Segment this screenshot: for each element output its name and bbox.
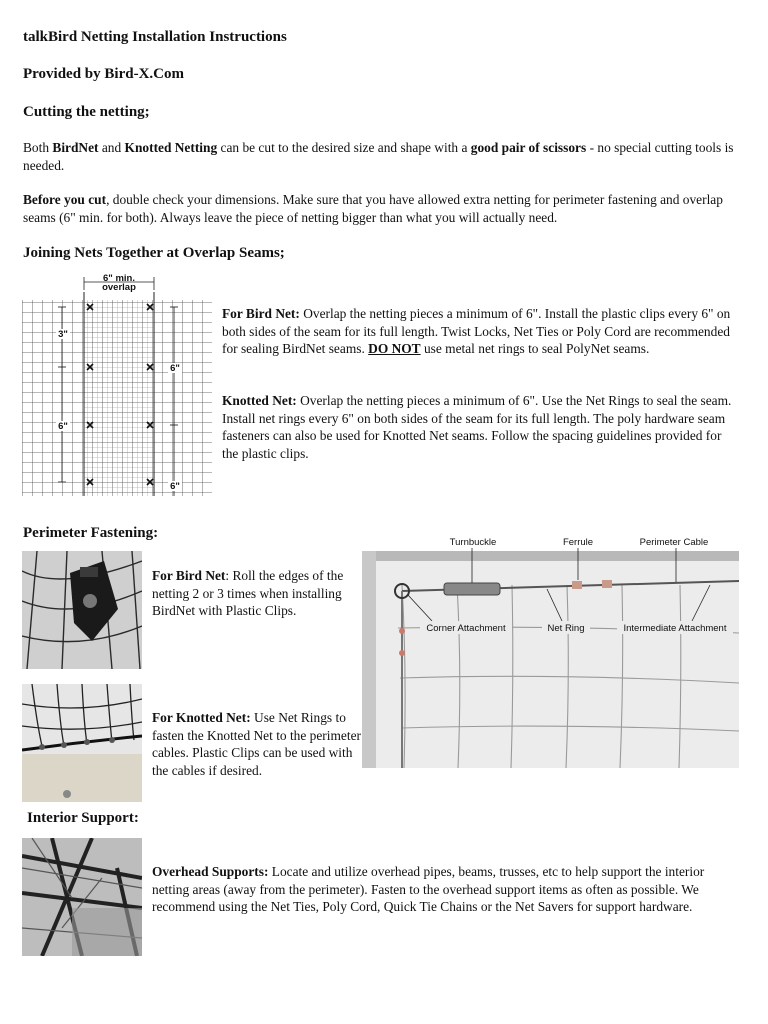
overlap-label-line2: overlap xyxy=(102,282,136,293)
dim-label-3in: 3" xyxy=(58,329,68,340)
callout-perimeter-cable: Perimeter Cable xyxy=(639,537,709,548)
callout-intermediate-attachment: Intermediate Attachment xyxy=(623,623,727,634)
joining-knotted-paragraph: Knotted Net: Overlap the netting pieces a minimum of 6". Use the Net Rings to seal the seam. Install net rings every 6" on both sides of the seam for its full length. The poly hardware seam fasteners can also be used for Knotted Net seams. Follow the spacing guidelines provided for the plastic clips. xyxy=(222,393,732,461)
joining-heading: Joining Nets Together at Overlap Seams; xyxy=(23,245,285,261)
perimeter-knotted-paragraph: For Knotted Net: Use Net Rings to fasten the Knotted Net to the perimeter cables. Plastic Clips can be used with the cables if desired. xyxy=(152,710,361,778)
joining-birdnet-paragraph: For Bird Net: Overlap the netting pieces a minimum of 6". Install the plastic clips every 6" on both sides of the seam for its full length. Twist Locks, Net Ties or Poly Cord are recommended for sealing BirdNet seams. DO NOT use metal net rings to seal PolyNet seams. xyxy=(222,306,731,356)
callout-ferrule: Ferrule xyxy=(562,537,594,548)
cutting-heading: Cutting the netting; xyxy=(23,104,150,120)
callout-corner-attachment: Corner Attachment xyxy=(426,623,506,634)
callout-turnbuckle: Turnbuckle xyxy=(449,537,497,548)
overhead-truss-photo xyxy=(22,838,142,956)
dim-label-6in-bottom: 6" xyxy=(170,481,180,492)
interior-heading: Interior Support: xyxy=(27,810,139,826)
plastic-clip-photo xyxy=(22,551,142,669)
dim-label-6in-right: 6" xyxy=(170,363,180,374)
perimeter-heading: Perimeter Fastening: xyxy=(23,525,159,541)
net-ring-photo xyxy=(22,684,142,802)
overlap-seam-diagram xyxy=(22,272,214,498)
callout-net-ring: Net Ring xyxy=(547,623,585,634)
cutting-paragraph-2: Before you cut, double check your dimensions. Make sure that you have allowed extra netting for perimeter fastening and overlap seams (6" min. for both). Always leave the piece of netting bigger than what you will actually need. xyxy=(23,192,723,225)
perimeter-birdnet-paragraph: For Bird Net: Roll the edges of the netting 2 or 3 times when installing BirdNet with Plastic Clips. xyxy=(152,568,344,618)
interior-paragraph: Overhead Supports: Locate and utilize overhead pipes, beams, trusses, etc to help support the interior netting areas (away from the perimeter). Fasten to the overhead support items as often as possible. We recommend using the Net Ties, Poly Cord, Quick Tie Chains or the Net Savers for support hardware. xyxy=(152,864,705,914)
provider-line: Provided by Bird-X.Com xyxy=(23,66,184,82)
overlap-label-line1: 6" min. xyxy=(103,273,135,284)
cutting-paragraph-1: Both BirdNet and Knotted Netting can be cut to the desired size and shape with a good pair of scissors - no special cutting tools is needed. xyxy=(23,140,734,173)
page-title: talkBird Netting Installation Instructions xyxy=(23,29,287,45)
dim-label-6in-left: 6" xyxy=(58,421,68,432)
perimeter-hardware-diagram xyxy=(362,533,739,768)
